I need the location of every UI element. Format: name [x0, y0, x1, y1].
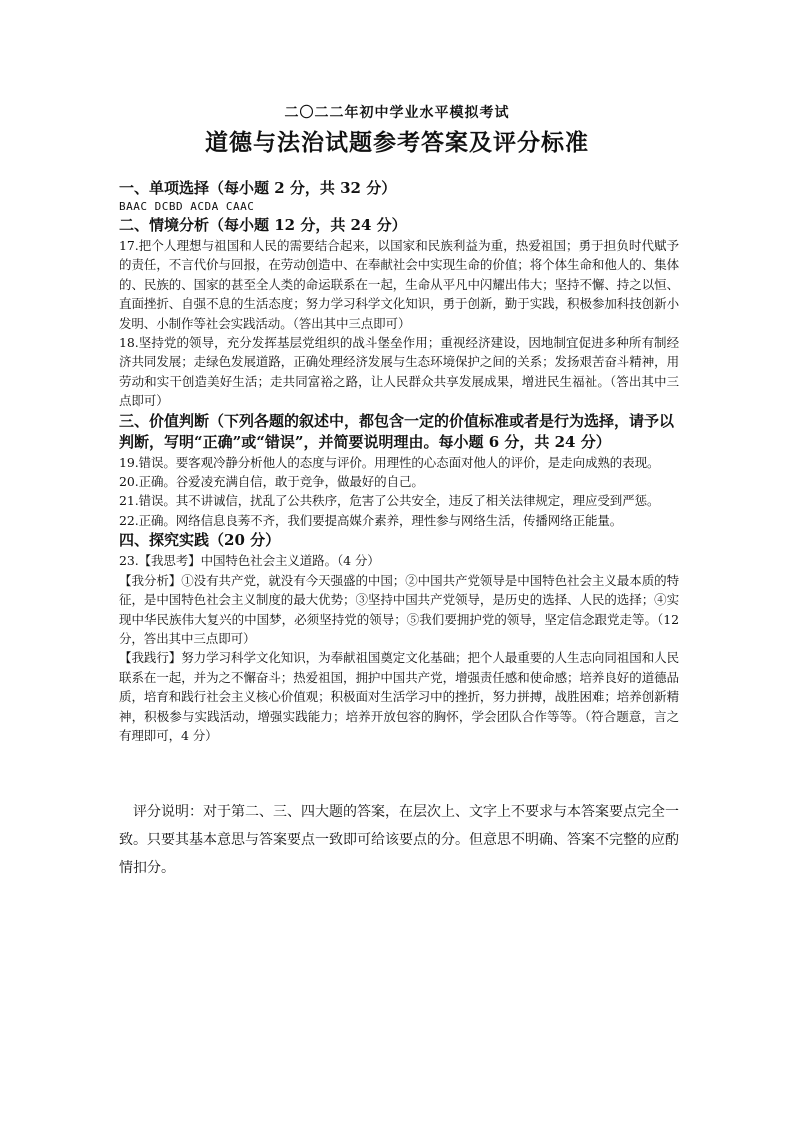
section-2-heading: 二、情境分析（每小题 12 分，共 24 分）	[119, 216, 407, 234]
question-17-answer: 17.把个人理想与祖国和人民的需要结合起来，以国家和民族利益为重，热爱祖国；勇于担负时代赋予的责任，不言代价与回报，在劳动创造中、在奉献社会中实现生命的价值；将个体生命和他人的、集体的、民族的、国家的甚至全人类的命运联系在一起，生命从平凡中闪耀出伟大；坚持不懈、持之以恒、直面挫折、自强不息的生活态度；努力学习科学文化知识，勇于创新，勤于实践，积极参加科技创新小发明、小制作等社会实践活动。（答出其中三点即可）	[119, 238, 679, 331]
question-23-practice: 【我践行】努力学习科学文化知识，为奉献祖国奠定文化基础；把个人最重要的人生志向同祖国和人民联系在一起，并为之不懈奋斗；热爱祖国，拥护中国共产党，增强责任感和使命感；培养良好的道德品质，培育和践行社会主义核心价值观；积极面对生活学习中的挫折，努力拼搏，战胜困难；培养创新精神，积极参与实践活动，增强实践能力；培养开放包容的胸怀，学会团队合作等等。（符合题意，言之有理即可，4 分）	[119, 650, 679, 743]
section-1-heading: 一、单项选择（每小题 2 分，共 32 分）	[119, 179, 397, 197]
question-22-answer: 22.正确。网络信息良莠不齐，我们要提高媒介素养，理性参与网络生活，传播网络正能量。	[119, 512, 623, 528]
page-title: 道德与法治试题参考答案及评分标准	[205, 129, 589, 156]
question-23-analysis: 【我分析】①没有共产党，就没有今天强盛的中国；②中国共产党领导是中国特色社会主义最本质的特征，是中国特色社会主义制度的最大优势；③坚持中国共产党领导，是历史的选择、人民的选择；④实现中华民族伟大复兴的中国梦，必须坚持党的领导；⑤我们要拥护党的领导，坚定信念跟党走等。（12 分，答出其中三点即可）	[119, 572, 679, 646]
question-19-answer: 19.错误。要客观冷静分析他人的态度与评价。用理性的心态面对他人的评价，是走向成熟的表现。	[119, 454, 660, 470]
multiple-choice-answers: BAAC DCBD ACDA CAAC	[119, 200, 255, 213]
exam-subtitle: 二〇二二年初中学业水平模拟考试	[284, 105, 510, 121]
grading-note: 评分说明：对于第二、三、四大题的答案，在层次上、文字上不要求与本答案要点完全一致。只要其基本意思与答案要点一致即可给该要点的分。但意思不明确、答案不完整的应酌情扣分。	[119, 804, 679, 876]
question-23-think: 23.【我思考】中国特色社会主义道路。（4 分）	[119, 553, 380, 569]
question-21-answer: 21.错误。其不讲诚信，扰乱了公共秩序，危害了公共安全，违反了相关法律规定，理应受到严惩。	[119, 493, 660, 509]
answer-body	[119, 178, 679, 745]
question-18-answer: 18.坚持党的领导，充分发挥基层党组织的战斗堡垒作用；重视经济建设，因地制宜促进多种所有制经济共同发展；走绿色发展道路，正确处理经济发展与生态环境保护之间的关系；发扬艰苦奋斗精神，用劳动和实干创造美好生活；走共同富裕之路，让人民群众共享发展成果，增进民生福祉。（答出其中三点即可）	[119, 335, 679, 409]
section-3-heading: 三、价值判断（下列各题的叙述中，都包含一定的价值标准或者是行为选择，请予以判断，写明“正确”或“错误”，并简要说明理由。每小题 6 分，共 24 分）	[119, 411, 675, 451]
question-20-answer: 20.正确。谷爱凌充满自信，敢于竞争，做最好的自己。	[119, 474, 424, 490]
section-4-heading: 四、探究实践（20 分）	[119, 531, 281, 550]
